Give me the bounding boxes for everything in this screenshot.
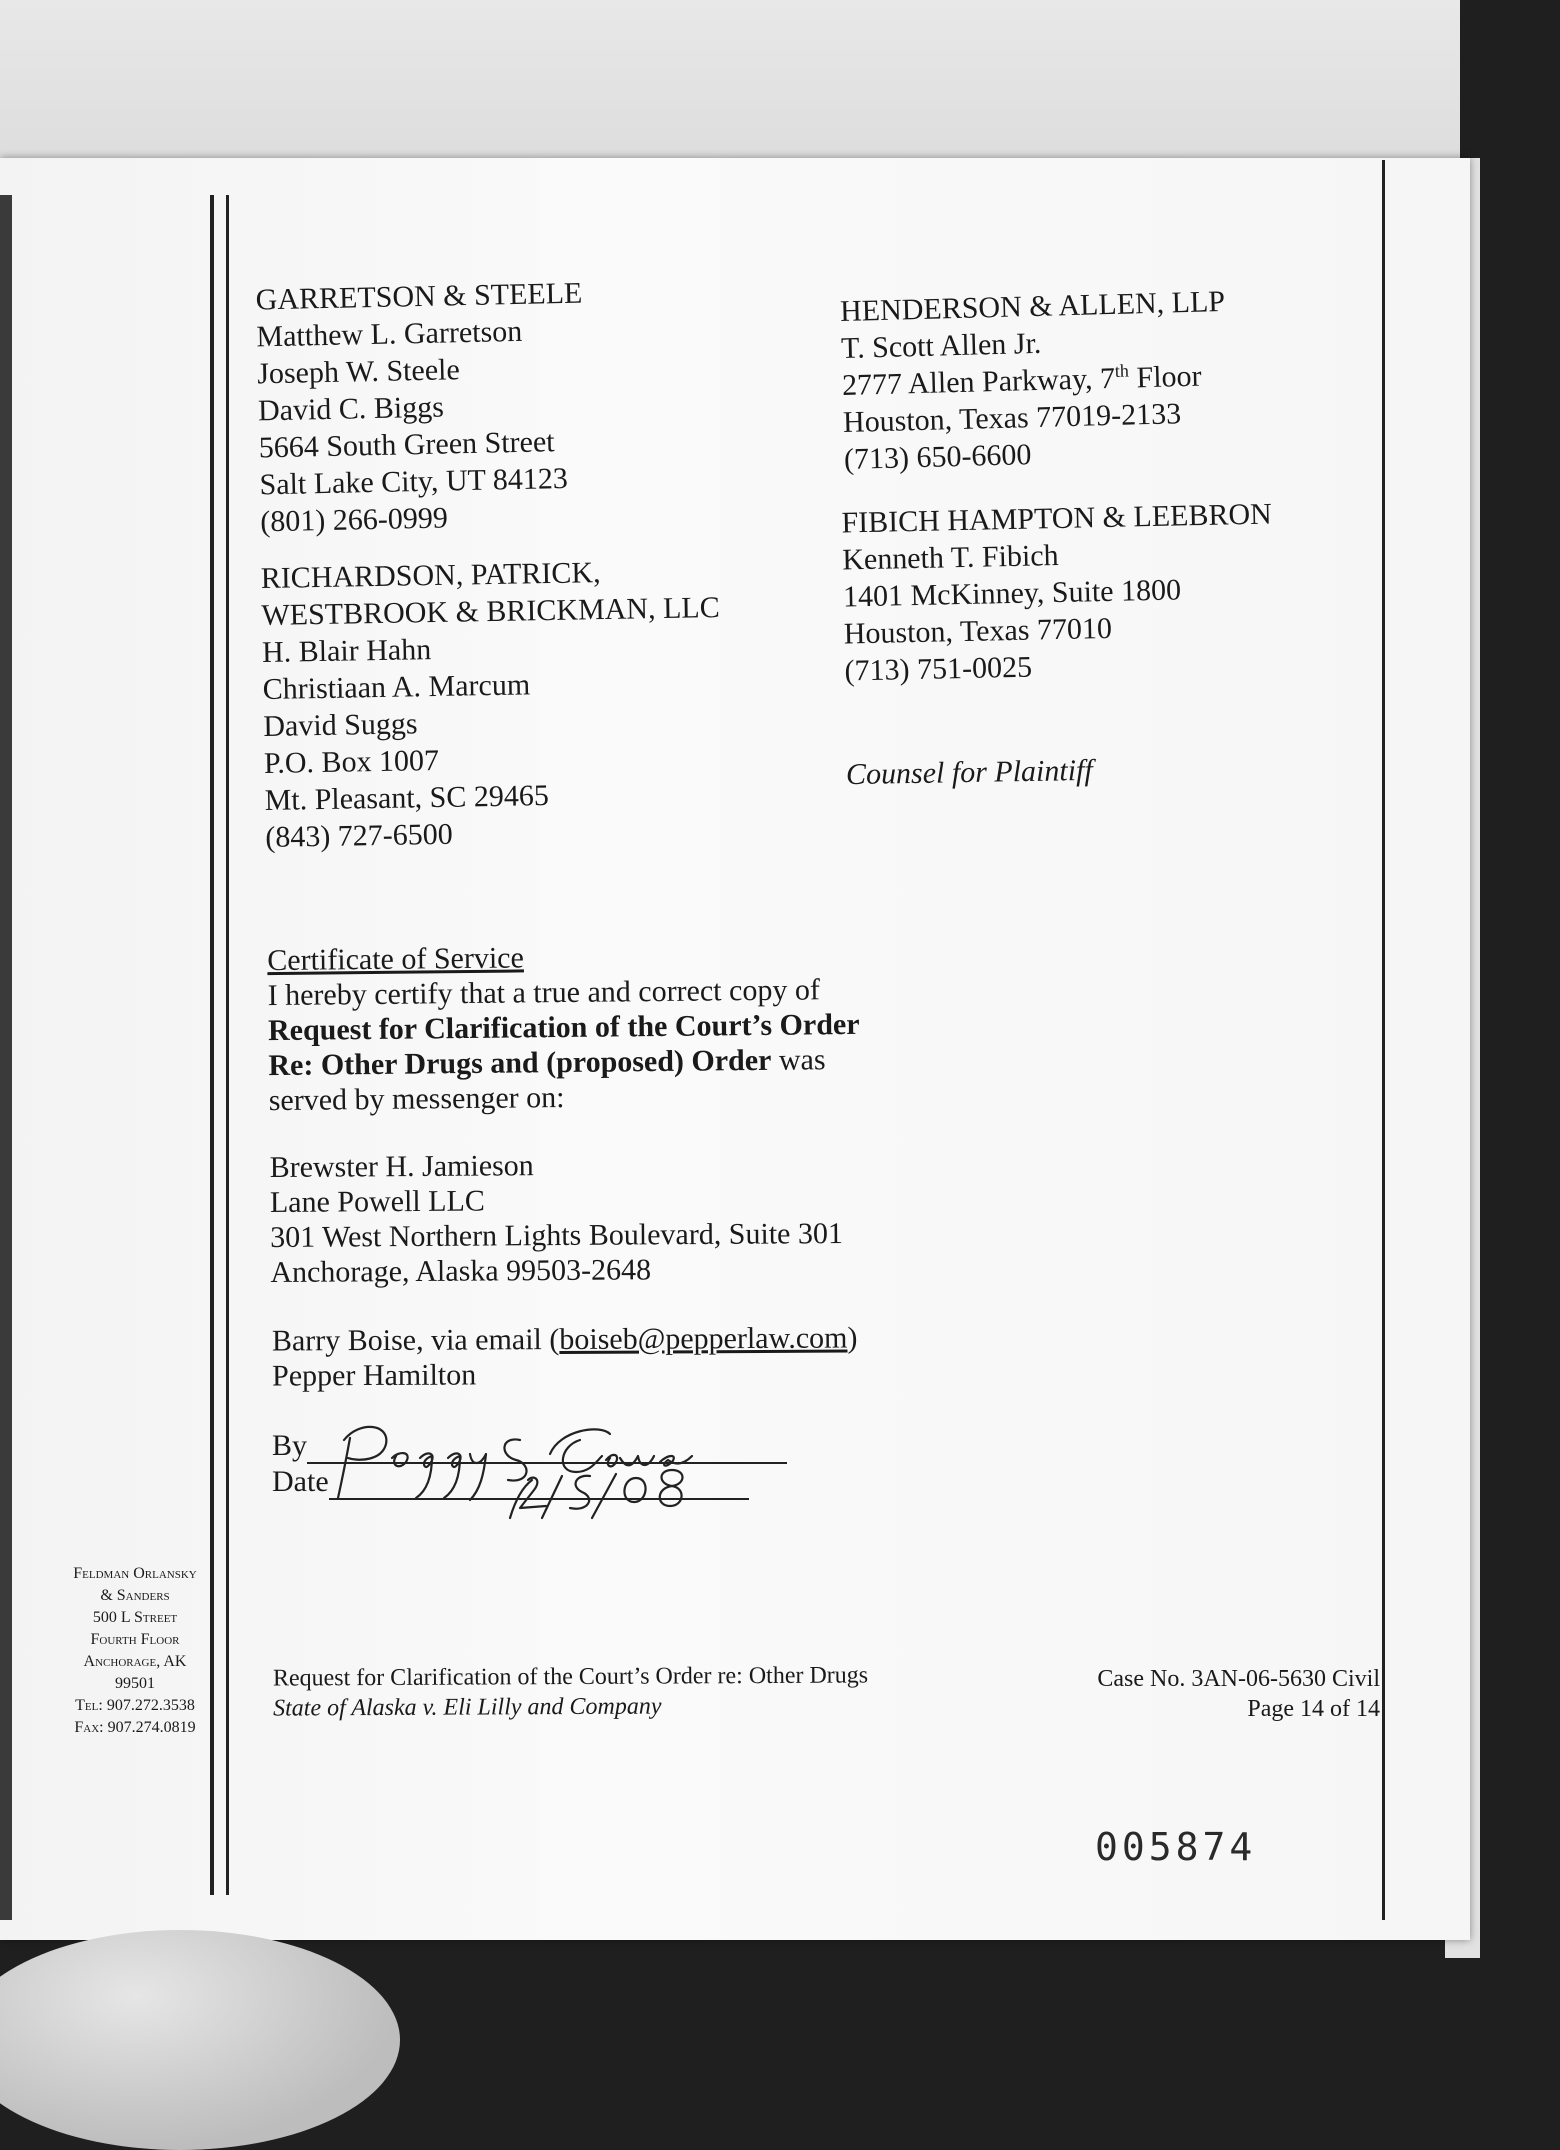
city-state-zip: Houston, Texas 77019-2133	[842, 397, 1182, 440]
firm-name: GARRETSON & STEELE	[255, 276, 583, 317]
firm-street: 500 L Street	[92, 1609, 178, 1626]
email-link[interactable]: boiseb@pepperlaw.com	[559, 1321, 848, 1357]
document-title: Request for Clarification of the Court’s Order	[267, 1007, 860, 1048]
handwritten-signature	[320, 1410, 740, 1520]
footer-case-number: Case No. 3AN-06-5630 Civil	[1097, 1666, 1380, 1692]
firm-henderson-block	[840, 283, 1230, 478]
firm-garretson-block	[255, 275, 587, 541]
firm-fibich-block	[841, 496, 1275, 690]
recipient-name: Brewster H. Jamieson	[269, 1149, 534, 1185]
city-state-zip: Mt. Pleasant, SC 29465	[264, 779, 550, 817]
firm-city: Anchorage, AK	[83, 1653, 187, 1670]
firm-name-cont: & Sanders	[100, 1587, 170, 1604]
certificate-of-service	[267, 937, 860, 1118]
recipient-address: 301 West Northern Lights Boulevard, Suite 301	[270, 1217, 844, 1254]
recipient-block	[270, 1146, 844, 1290]
footer-page-number: Page 14 of 14	[1247, 1696, 1380, 1722]
phone-number: (713) 650-6600	[843, 438, 1032, 477]
page-shadow	[0, 195, 12, 1920]
counsel-label: Counsel for Plaintiff	[845, 753, 1093, 792]
firm-fax: Fax: 907.274.0819	[74, 1719, 196, 1736]
right-margin-rule	[1382, 160, 1385, 1920]
attorney-name: H. Blair Hahn	[261, 633, 432, 670]
footer-document-title: Request for Clarification of the Court’s Order re: Other Drugs	[272, 1662, 869, 1692]
footer-left	[273, 1660, 868, 1723]
phone-number: (843) 727-6500	[265, 817, 454, 854]
street-address: 1401 McKinney, Suite 1800	[842, 573, 1182, 614]
recipient-city: Anchorage, Alaska 99503-2648	[270, 1253, 652, 1289]
po-box: P.O. Box 1007	[263, 743, 440, 780]
underlying-page	[0, 0, 1460, 180]
phone-number: (713) 751-0025	[844, 650, 1033, 688]
email-recipient: Barry Boise, via email (boiseb@pepperlaw.com)	[271, 1321, 858, 1358]
firm-letterhead-box	[40, 1563, 230, 1739]
certificate-text: served by messenger on:	[268, 1080, 565, 1118]
certificate-heading: Certificate of Service	[267, 941, 524, 978]
city-state-zip: Houston, Texas 77010	[843, 611, 1113, 651]
attorney-name: Matthew L. Garretson	[256, 314, 523, 354]
recipient-firm: Lane Powell LLC	[269, 1184, 485, 1219]
by-line: By	[272, 1428, 787, 1464]
document-title-cont: Re: Other Drugs and (proposed) Order was	[268, 1043, 826, 1083]
firm-zip: 99501	[115, 1675, 155, 1692]
bates-number: 005874	[1095, 1825, 1257, 1869]
date-line: Date	[272, 1464, 787, 1500]
attorney-name: David Suggs	[263, 707, 418, 743]
firm-floor: Fourth Floor	[90, 1631, 180, 1648]
street-address: 5664 South Green Street	[258, 425, 555, 465]
firm-name: RICHARDSON, PATRICK,	[260, 556, 601, 596]
background-object	[0, 1930, 400, 2150]
attorney-name: Joseph W. Steele	[256, 353, 461, 391]
attorney-name: T. Scott Allen Jr.	[840, 326, 1042, 366]
street-address: 2777 Allen Parkway, 7th Floor	[841, 359, 1202, 403]
firm-name: FIBICH HAMPTON & LEEBRON	[841, 497, 1273, 540]
certificate-text: I hereby certify that a true and correct copy of	[267, 973, 821, 1013]
firm-richardson-block	[260, 552, 723, 856]
firm-name: Feldman Orlansky	[73, 1565, 197, 1582]
firm-name: HENDERSON & ALLEN, LLP	[839, 284, 1226, 329]
recipient-firm: Pepper Hamilton	[272, 1358, 477, 1393]
attorney-name: David C. Biggs	[257, 390, 445, 428]
footer-case-name: State of Alaska v. Eli Lilly and Company	[273, 1693, 662, 1722]
attorney-name: Christiaan A. Marcum	[262, 668, 531, 707]
footer-right	[1062, 1664, 1380, 1724]
firm-name-cont: WESTBROOK & BRICKMAN, LLC	[261, 591, 720, 633]
city-state-zip: Salt Lake City, UT 84123	[259, 461, 569, 502]
phone-number: (801) 266-0999	[260, 501, 449, 539]
email-recipient-block	[272, 1320, 858, 1393]
firm-tel: Tel: 907.272.3538	[75, 1697, 195, 1714]
attorney-name: Kenneth T. Fibich	[841, 538, 1059, 577]
